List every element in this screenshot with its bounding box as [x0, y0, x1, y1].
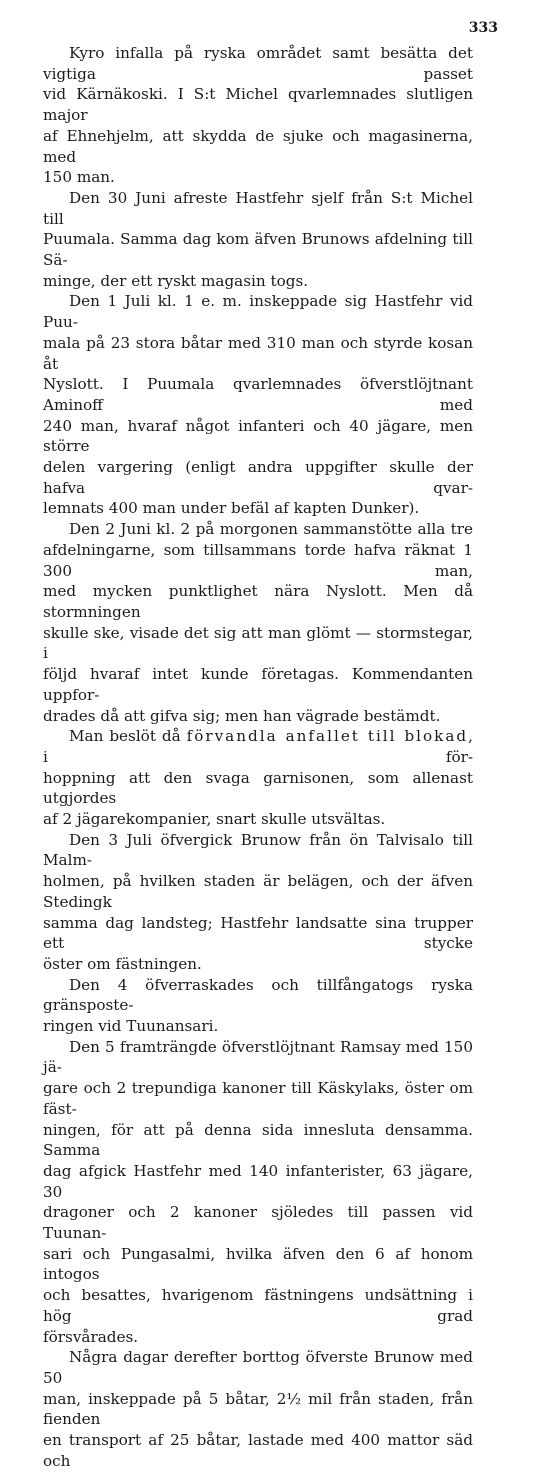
text-line — [43, 768, 473, 809]
text-segment: , i för- — [43, 727, 473, 766]
text-line: 240 man, hvaraf något infanteri och 40 jägare, men större — [43, 416, 473, 456]
text-line: dragoner och 2 kanoner sjöledes till passen vid Tuunan- — [43, 1203, 473, 1243]
text-line: Den 5 framträngde öfverstlöjtnant Ramsay med 150 jä- — [43, 1037, 473, 1077]
paragraph — [43, 726, 473, 830]
text-segment: hoppning att den svaga garnisonen, som allenast utgjordes — [43, 768, 473, 808]
text-line: Kyro infalla på ryska området samt besätta det vigtiga passet — [43, 44, 473, 83]
text-line: skulle ske, visade det sig att man glömt — stormstegar, i — [43, 623, 473, 663]
paragraph — [43, 188, 473, 292]
text-line: minge, der ett ryskt magasin togs. — [43, 271, 309, 290]
text-line: afdelningarne, som tillsammans torde hafva räknat 1 300 man, — [43, 540, 473, 580]
text-line: Den 2 Juni kl. 2 på morgonen sammanstötte alla tre — [69, 520, 473, 539]
text-line: delen vargering (enligt andra uppgifter skulle der hafva qvar- — [43, 458, 473, 497]
text-line: Den 3 Juli öfvergick Brunow från ön Talvisalo till Malm- — [43, 830, 473, 870]
text-line: drades då att gifva sig; men han vägrade bestämdt. — [43, 706, 441, 725]
text-line: gare och 2 trepundiga kanoner till Käskylaks, öster om fäst- — [43, 1079, 473, 1118]
text-line: 150 man. — [43, 168, 115, 187]
text-line: holmen, på hvilken staden är belägen, och der äfven Stedingk — [43, 872, 473, 911]
text-line: dag afgick Hastfehr med 140 infanterister, 63 jägare, 30 — [43, 1161, 473, 1201]
text-line: af Ehnehjelm, att skydda de sjuke och magasinerna, med — [43, 126, 473, 166]
text-line — [43, 809, 473, 830]
text-line: och besattes, hvarigenom fästningens undsättning i hög grad — [43, 1286, 473, 1325]
text-segment: Man beslöt då — [69, 727, 187, 746]
text-line: följd hvaraf intet kunde företagas. Kommendanten uppfor- — [43, 665, 473, 704]
text-segment: af 2 jägarekompanier, snart skulle utsvältas. — [43, 810, 386, 829]
paragraph — [43, 43, 473, 188]
paragraph — [43, 1347, 473, 1471]
text-line: Några dagar derefter borttog öfverste Brunow med 50 — [43, 1348, 473, 1387]
text-line: Den 30 Juni afreste Hastfehr sjelf från S:t Michel till — [43, 188, 473, 228]
text-line: lemnats 400 man under befäl af kapten Dunker). — [43, 499, 420, 518]
text-line: Den 4 öfverraskades och tillfångatogs ryska gränsposte- — [43, 975, 473, 1015]
text-line: en transport af 25 båtar, lastade med 400 mattor säd och — [43, 1431, 473, 1470]
body-text — [43, 43, 473, 1472]
paragraph — [43, 1037, 473, 1348]
page-number: 333 — [468, 20, 498, 36]
text-line: mala på 23 stora båtar med 310 man och styrde kosan åt — [43, 333, 473, 373]
text-line: försvårades. — [43, 1327, 139, 1346]
paragraph — [43, 830, 473, 975]
paragraph — [43, 519, 473, 726]
text-line: vid Kärnäkoski. I S:t Michel qvarlemnades slutligen major — [43, 85, 473, 125]
text-line: Nyslott. I Puumala qvarlemnades öfverstlöjtnant Aminoff med — [43, 375, 473, 414]
text-line: med mycken punktlighet nära Nyslott. Men då stormningen — [43, 582, 473, 621]
text-line: sari och Pungasalmi, hvilka äfven den 6 af honom intogos — [43, 1244, 473, 1284]
text-line: Den 1 Juli kl. 1 e. m. inskeppade sig Hastfehr vid Puu- — [43, 292, 473, 332]
text-line: ningen, för att på denna sida innesluta densamma. Samma — [43, 1120, 473, 1160]
text-line: ringen vid Tuunansari. — [43, 1017, 219, 1036]
text-line: samma dag landsteg; Hastfehr landsatte sina trupper ett stycke — [43, 913, 473, 953]
text-line — [43, 726, 473, 767]
emphasized-text: förvandla anfallet till blokad — [186, 727, 469, 746]
paragraph — [43, 291, 473, 519]
text-line: Puumala. Samma dag kom äfven Brunows afdelning till Sä- — [43, 230, 473, 270]
text-line: man, inskeppade på 5 båtar, 2½ mil från staden, från fienden — [43, 1389, 473, 1429]
paragraph — [43, 975, 473, 1037]
text-line: öster om fästningen. — [43, 954, 202, 973]
